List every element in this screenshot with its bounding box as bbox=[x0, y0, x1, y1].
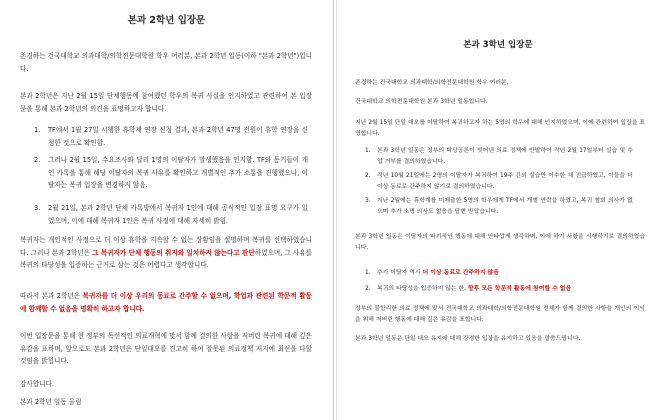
list-item-number: 3. bbox=[365, 198, 371, 204]
paragraph-text: 복귀자는 개인적인 사정으로 더 이상 휴학을 지속할 수 없는 상황임을 설명하며 복귀를 선택하였습니다. 그러나 본과 2학년은 bbox=[20, 236, 312, 257]
document-page-3rd-year bbox=[336, 0, 658, 420]
emphasized-text: 그 복귀자가 단체 행동의 취지와 일치하지 않는다고 판단 bbox=[92, 248, 255, 257]
list-item-number: 2. bbox=[365, 173, 371, 179]
paragraph-text: 추가 이탈자 역시 bbox=[377, 270, 423, 276]
list-item-number: 1. bbox=[365, 270, 371, 276]
closing-paragraph: 이번 입장문을 통해 현 정부의 독선적인 의료개혁에 맞서 함께 결의한 사항을 저버린 복귀에 대해 깊은 유감을 표하며, 앞으로도 본과 2학년은 단일대오를 견고히 하여 잘못된 의료정책 저지에 최선을 다할 것임을 밝힙니다. bbox=[20, 332, 312, 366]
context-paragraph: 본과 2학년은 지난 2월 15일 단체행동에 참여했던 학우의 복귀 사실을 인지하였고 관련하여 본 입장문을 통해 본과 2학년의 의견을 표명하고자 합니다. bbox=[20, 92, 312, 113]
list-item-number: 1. bbox=[34, 126, 41, 134]
self-introduction-text: 건국대학교 의학전문대학원 본과 3학년 일동입니다. bbox=[355, 99, 488, 105]
paragraph-text: 따라서 본과 2학년은 bbox=[20, 292, 83, 300]
context-paragraph: 지난 2월 15일 단일 대오를 이탈하여 복귀하고자 하는 5명의 학우에 대해 인지하였으며, 이에 관련하여 입장을 표명합니다. bbox=[355, 120, 645, 138]
thanks-text: 감사합니다. bbox=[20, 380, 54, 388]
list-item: TF에서 1월 27일 시행한 휴학계 연장 신청 결과, 본과 2학년 47명 전원이 휴학 연장을 신청한 것으로 확인함. bbox=[48, 126, 308, 147]
list-item-number: 3. bbox=[34, 204, 41, 212]
paragraph-text: 복귀의 타당성을 입증하지 않는 한, bbox=[377, 286, 468, 292]
emphasized-text: 향후 모든 학문적 활동에 참여할 수 없음 bbox=[467, 286, 572, 292]
document-title: 본과 2학년 입장문 bbox=[127, 15, 206, 26]
list-item: 지난 2월에는 휴학계를 미제출한 5명의 학우에게 TF에서 개별 연락을 하였고, 복귀 철회 의사가 없으며 추가 소명 의사도 없음을 답변 받았습니다. bbox=[377, 198, 633, 216]
document-title: 본과 3학년 입장문 bbox=[463, 40, 533, 50]
emphasized-text: 더 이상 동료로 간주하지 않음 bbox=[422, 270, 499, 276]
list-item-number: 2. bbox=[365, 286, 371, 292]
list-item: 그러나 2월 15일, 수요조사와 달리 1명의 이탈자가 발생했음을 인지함. TF와 동기들이 개인 카톡을 통해 해당 이탈자의 복귀 사유를 확인하고 개별적인 추가 소통을 진행했으나, 이탈자는 복귀 입장을 변경하지 않음. bbox=[48, 156, 308, 190]
list-item-number: 1. bbox=[365, 148, 371, 154]
resolution-paragraph: 본과 3학년 일동은 이탈자의 파괴적인 행동에 대해 안타깝게 생각하며, 이에 하기 사항을 시행하기로 결의하였습니다. bbox=[355, 234, 645, 252]
greeting-text: 존경하는 건국대학교 의과대학/의학전문대학원 학우 여러분, bbox=[355, 80, 509, 86]
regret-paragraph: 정부의 불합리한 의료 정책에 맞서 건국대학교 의과대학/의학전문대학원 전체가 함께 결의한 사항을 개인의 이익을 위해 저버린 행동에 대해 깊은 유감을 표합니다. bbox=[355, 306, 645, 324]
resolution-item bbox=[377, 284, 633, 295]
list-item: 2월 21일, 본과 2학년 단체 카톡방에서 복귀자 1인에 대해 공식적인 입장 표명 요구가 있었으며, 이에 대해 복귀자 1인은 복귀 사정에 대해 자세히 밝힘. bbox=[48, 204, 308, 225]
list-item-number: 2. bbox=[34, 156, 41, 164]
paragraph-text: 하였으며, 그 사유를 복귀의 타당성을 입증하는 근거로 삼는 것은 어렵다고 생각합니다. bbox=[20, 248, 312, 270]
emphasized-text: 복귀자를 더 이상 우리의 동료로 간주할 수 없으며, 학업과 관련된 학문적 활동에 함께할 수 없음을 명확히 하고자 합니다. bbox=[20, 292, 312, 313]
closing-paragraph: 본과 3학년 일동은 단일 대오 유지에 대해 강경한 입장을 유지하고 있음을 말씀드립니다. bbox=[355, 336, 581, 342]
list-item: 작년 10월 21일에는 2명의 이탈자가 복귀하여 19주 간의 실습만 이수한 채 진급하였고, 이들을 더 이상 동료로 간주하지 않기로 결의하였습니다. bbox=[377, 173, 633, 191]
resolution-item bbox=[377, 268, 633, 279]
reasoning-paragraph bbox=[20, 234, 312, 272]
intro-paragraph: 존경하는 건국대학교 의과대학/의학전문대학원 학우 여러분, 본과 2학년 일동(이하 "본과 2학년")입니다. bbox=[20, 52, 312, 73]
list-item: 본과 3학년 일동은 정부의 탁상공론이 빚어낸 의료 정책에 반발하여 작년 2월 17일부터 실습 및 수업 거부를 결의하였습니다. bbox=[377, 148, 633, 166]
decision-paragraph bbox=[20, 290, 312, 315]
signature-text: 본과 2학년 일동 올림 bbox=[20, 398, 82, 406]
